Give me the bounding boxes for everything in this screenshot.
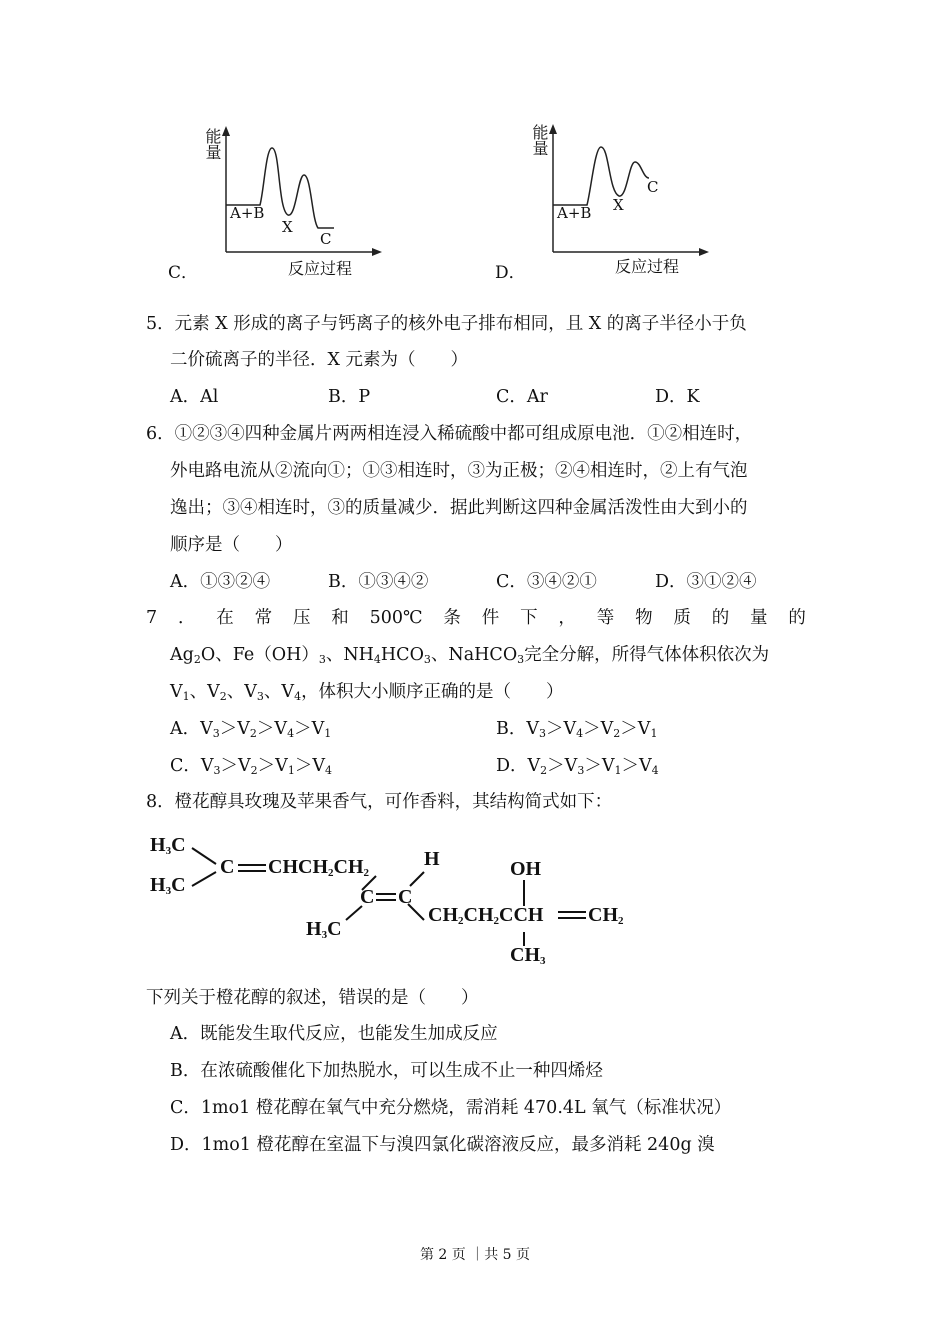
atom-sub: 2 [328,867,334,879]
q7-v: V [312,756,325,776]
q7-sub: 3 [318,653,326,666]
atom: CH [513,904,544,926]
diagram-d-y-axis-label: 能量 [530,124,549,156]
q7-line-1 [146,606,806,630]
diagram-d-option-label: D． [495,263,526,283]
q7-word: 在 [216,608,234,628]
q7-sub: 1 [324,727,332,740]
q7-v: V [601,756,615,776]
q7-word: 的 [788,608,806,628]
q7-word: 7 [146,608,158,628]
q7-sub: 1 [650,727,658,740]
q7-v: V [238,756,251,776]
q7-text: 、NaHCO [430,645,518,665]
q7-sub: 3 [256,690,264,703]
atom: C [171,874,186,896]
q7-sub: 1 [287,764,295,777]
energy-diagram-d [495,120,715,283]
q7-sub: 2 [613,727,621,740]
energy-diagram-c [168,120,388,283]
diagram-d-curve [495,120,715,280]
atom: CHCH [268,856,328,878]
atom-sub: 2 [458,915,464,927]
q7-line-3 [170,680,564,704]
atom: CH [428,904,458,926]
q7-word: 和 [331,608,349,628]
q7-option-d[interactable] [496,754,659,778]
q7-sub: 2 [250,764,258,777]
atom: C [499,904,514,926]
q7-text: 完全分解，所得气体体积依次为 [524,645,770,665]
q7-gt: ＞ [220,756,239,776]
q7-option-label: A． [170,719,201,739]
q7-word: ． [177,608,196,628]
oh-group: OH [510,858,542,880]
q8-option-c[interactable]: C．1mo1 橙花醇在氧气中充分燃烧，需消耗 470.4L 氧气（标准状况） [170,1098,732,1118]
q7-v: V [526,719,540,739]
q8-option-d[interactable]: D．1mo1 橙花醇在室温下与溴四氯化碳溶液反应，最多消耗 240g 溴 [170,1135,715,1155]
chain-1 [268,856,369,879]
q7-sub: 3 [213,764,221,777]
q7-line-2 [170,643,769,667]
q6-option-d[interactable]: D．③①②④ [655,572,757,592]
q7-v: V [200,756,214,776]
diagram-c-option-label: C． [168,263,199,283]
atom-sub: 3 [540,955,546,967]
atom: H [150,874,166,896]
q8-option-b[interactable]: B．在浓硫酸催化下加热脱水，可以生成不止一种四烯烃 [170,1061,603,1081]
q6-line-2: 外电路电流从②流向①；①③相连时，③为正极；②④相连时，②上有气泡 [170,461,748,481]
atom-sub: 3 [165,885,172,897]
atom: C [171,834,186,856]
q7-word: 下 [520,608,538,628]
q7-word: 压 [292,608,311,628]
q7-v: V [637,719,651,739]
diagram-c-x-axis-label: 反应过程 [288,259,353,278]
q8-question: 下列关于橙花醇的叙述，错误的是（ ） [146,988,479,1008]
q5-option-c[interactable]: C．Ar [496,387,548,407]
q7-text: HCO [380,645,424,665]
c-right: C [398,886,413,908]
q7-gt: ＞ [621,756,639,776]
q5-option-b[interactable]: B．P [328,387,371,407]
c-left: C [360,886,375,908]
atom-sub: 2 [363,867,369,879]
q7-sub: 1 [182,690,190,703]
q7-option-label: D． [496,756,528,776]
structure-bonds [140,828,640,973]
q5-option-d[interactable]: D．K [655,387,700,407]
q6-line-3: 逸出；③④相连时，③的质量减少．据此判断这四种金属活泼性由大到小的 [170,498,748,518]
q7-text: 、V [263,682,295,702]
q7-v: V [200,719,213,739]
q6-line-4: 顺序是（ ） [170,535,293,555]
q5-line-1: 5．元素 X 形成的离子与钙离子的核外电子排布相同，且 X 的离子半径小于负 [146,314,747,334]
q7-sub: 3 [423,653,431,666]
q7-sub: 4 [373,653,381,666]
q7-word: 量 [750,608,768,628]
h3c-top [150,834,186,857]
atom: CH [588,904,618,926]
diagram-d-product: C [647,178,659,196]
q7-text: 、V [189,682,220,702]
atom: CH [510,944,540,966]
nerolidol-structure [140,828,640,973]
q7-v: V [274,719,288,739]
atom: CH [463,904,494,926]
q7-gt: ＞ [219,719,238,739]
atom: C [327,918,342,940]
q7-option-label: C． [170,756,201,776]
q7-option-a[interactable] [170,717,331,741]
ch2-end [588,904,624,927]
q7-v: V [527,756,541,776]
q7-v: V [564,756,578,776]
diagram-c-y-axis-label: 能量 [203,128,222,160]
q7-word: 常 [254,608,273,628]
q7-gt: ＞ [294,756,313,776]
q7-word: 质 [673,608,691,628]
q6-line-1: 6．①②③④四种金属片两两相连浸入稀硫酸中都可组成原电池．①②相连时， [146,424,753,444]
q7-sub: 3 [517,653,525,666]
q7-v: V [275,756,288,776]
q7-option-c[interactable] [170,754,332,778]
q7-v: V [600,719,614,739]
q7-text: 、NH [325,645,374,665]
q7-gt: ＞ [547,756,565,776]
atom-sub: 2 [618,915,624,927]
q6-option-b[interactable]: B．①③④② [328,572,429,592]
chain-2 [428,904,543,927]
q7-word: 条 [443,608,461,628]
q7-sub: 4 [324,764,332,777]
q7-sub: 2 [540,764,548,777]
q7-gt: ＞ [583,719,601,739]
atom: H [150,834,166,856]
q7-sub: 4 [651,764,659,777]
atom-sub: 2 [493,915,499,927]
diagram-c-reactant: A+B [230,204,265,222]
q7-gt: ＞ [257,756,276,776]
q7-sub: 4 [576,727,584,740]
atom-sub: 3 [165,845,172,857]
q7-gt: ＞ [294,719,312,739]
q7-word: 500℃ [369,608,423,628]
q7-sub: 1 [614,764,622,777]
q7-sub: 3 [212,727,220,740]
q8-stem: 8．橙花醇具玫瑰及苹果香气，可作香料，其结构简式如下： [146,792,613,812]
diagram-c-product: C [320,230,332,248]
q8-option-a[interactable]: A．既能发生取代反应，也能发生加成反应 [170,1024,498,1044]
q7-v: V [563,719,577,739]
q7-word: ， [558,608,576,628]
q5-option-a[interactable]: A．Al [170,387,219,407]
q7-sub: 2 [193,653,201,666]
q7-ag: Ag [170,645,194,665]
q7-text: ，体积大小顺序正确的是（ ） [301,682,564,702]
atom: CH [333,856,364,878]
q7-word: 等 [596,608,615,628]
q7-gt: ＞ [546,719,564,739]
atom-sub: 3 [321,929,328,941]
q7-text: 、V [226,682,257,702]
q7-sub: 2 [219,690,227,703]
q7-sub: 4 [287,727,295,740]
diagram-d-x-axis-label: 反应过程 [615,257,680,276]
page-footer: 第 2 页 ｜共 5 页 [419,1247,531,1263]
q7-word: 物 [635,608,653,628]
q7-sub: 4 [294,690,302,703]
q7-sub: 2 [249,727,257,740]
diagram-c-curve [168,120,388,280]
h3c-low [306,918,342,941]
q7-v: V [638,756,652,776]
q7-text: O、Fe（OH） [200,645,319,665]
c-first: C [220,856,235,878]
atom: H [306,918,322,940]
q7-text: V [170,682,183,702]
q7-v: V [311,719,325,739]
q6-option-a[interactable]: A．①③②④ [170,572,271,592]
q7-word: 件 [481,608,500,628]
diagram-c-intermediate: X [282,218,293,236]
q7-option-b[interactable] [496,717,657,741]
h-top: H [424,848,440,870]
q7-v: V [237,719,250,739]
q7-sub: 3 [577,764,585,777]
q7-option-label: B． [496,719,527,739]
q7-gt: ＞ [584,756,602,776]
diagram-d-intermediate: X [613,196,624,214]
diagram-d-reactant: A+B [557,204,592,222]
q7-sub: 3 [539,727,547,740]
q7-word: 的 [711,608,730,628]
q7-gt: ＞ [256,719,275,739]
q5-line-2: 二价硫离子的半径．X 元素为（ ） [170,350,469,370]
q7-gt: ＞ [620,719,638,739]
q6-option-c[interactable]: C．③④②① [496,572,597,592]
ch3-group [510,944,546,967]
h3c-bottom [150,874,186,897]
